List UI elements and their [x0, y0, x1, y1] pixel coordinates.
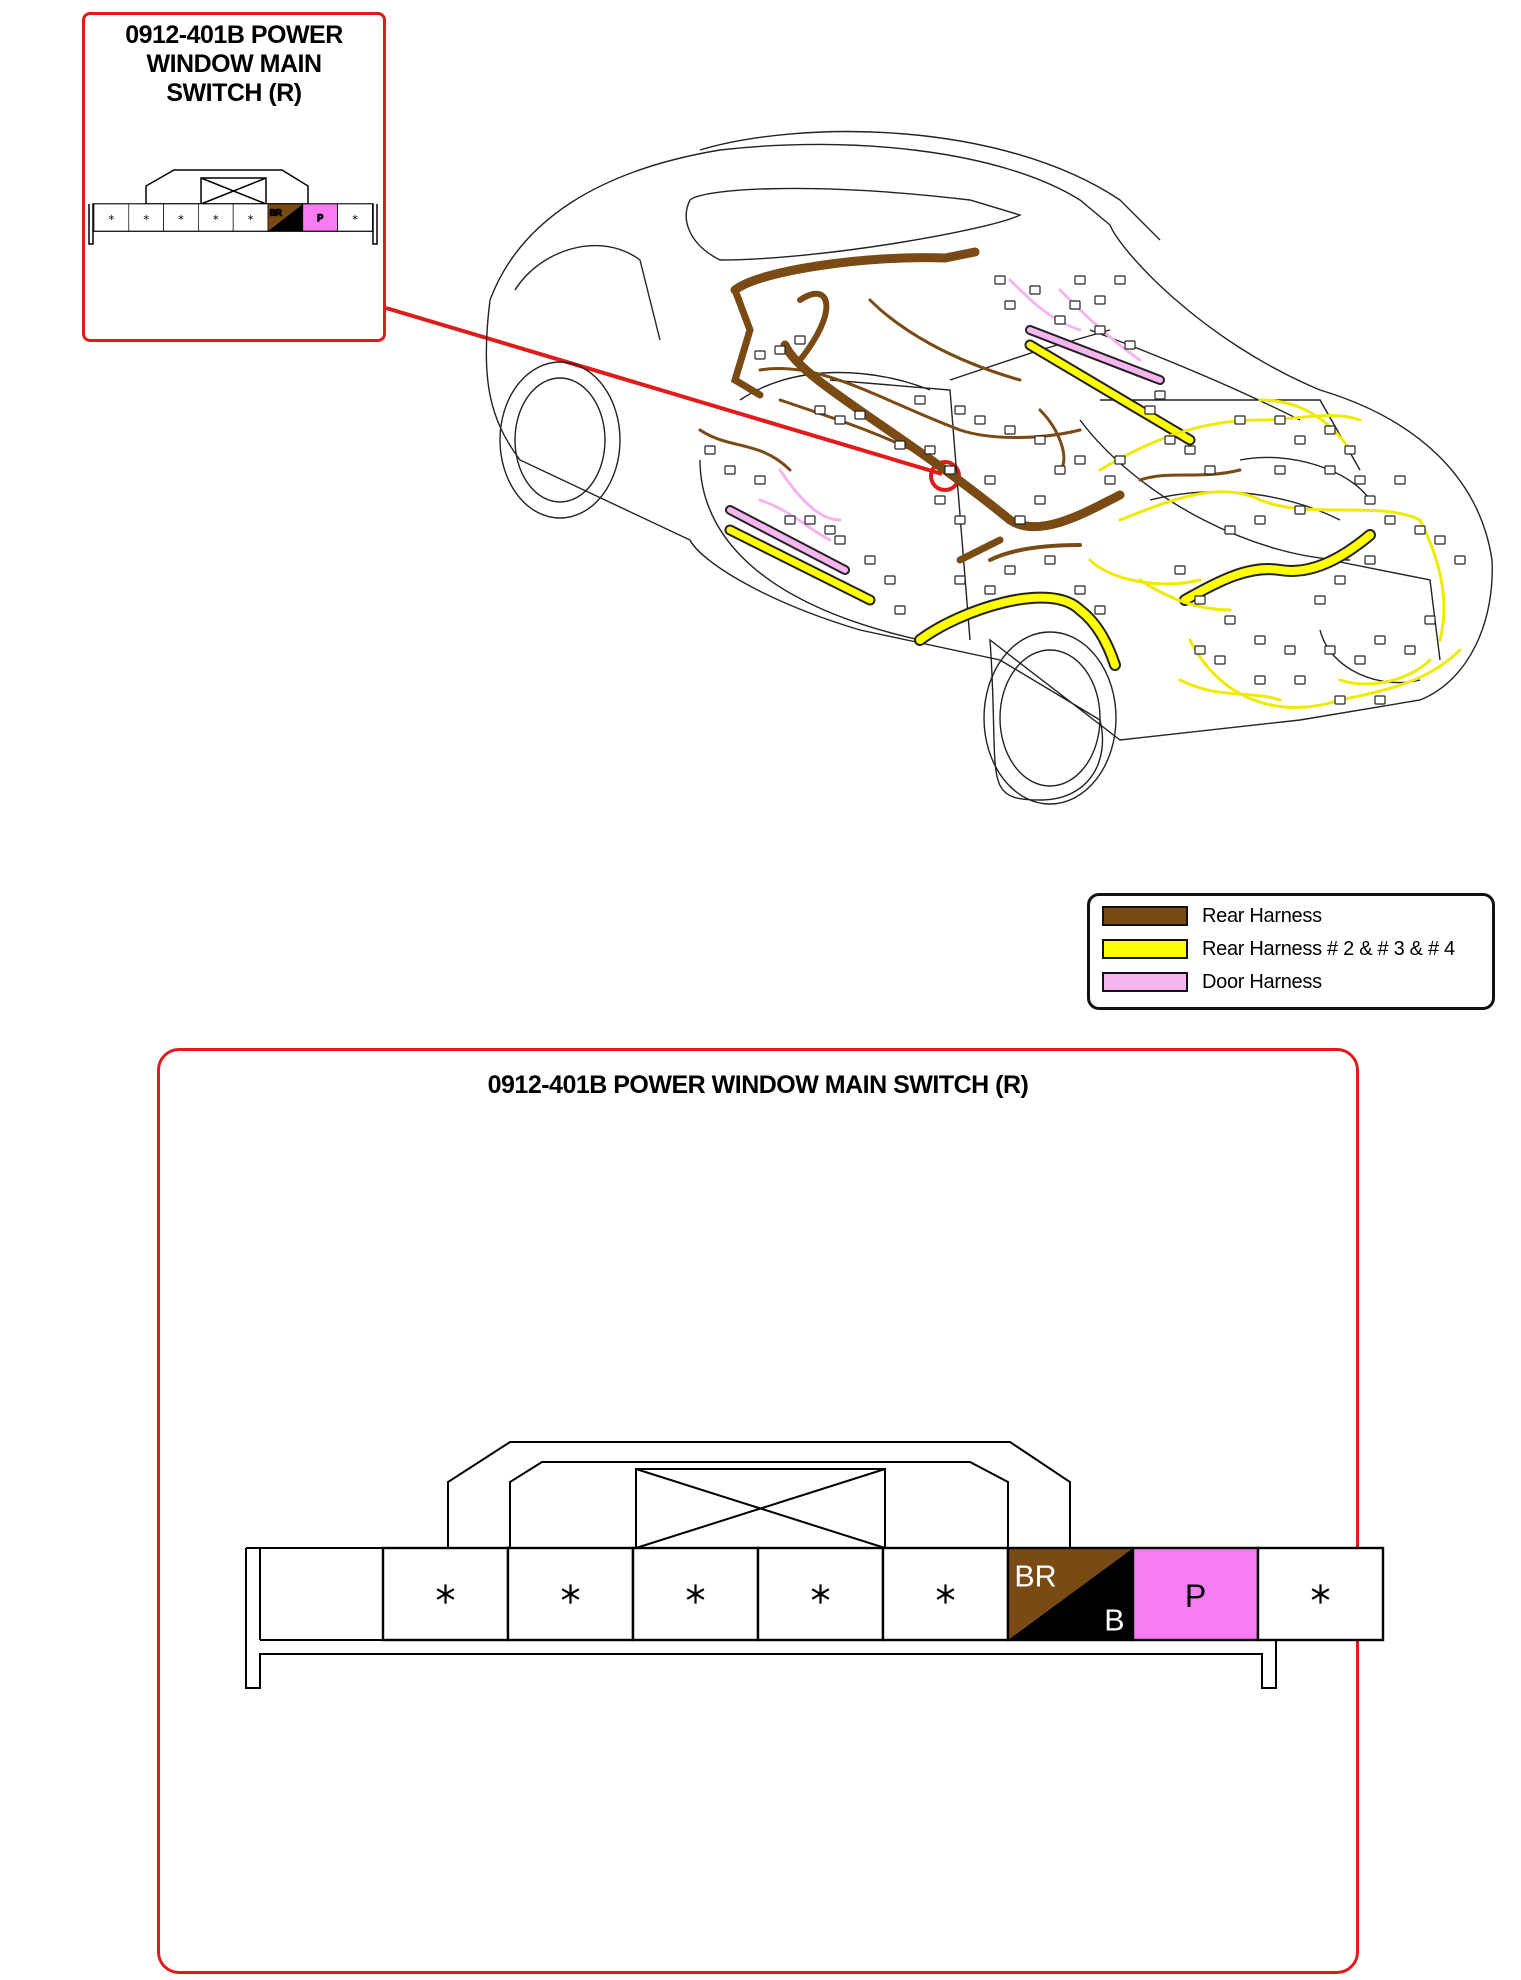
- connector-detail-title: 0912-401B POWER WINDOW MAIN SWITCH (R): [487, 1071, 1029, 1099]
- callout-title-line-2: WINDOW MAIN: [146, 50, 322, 78]
- wire-color-code-label: B: [294, 220, 301, 231]
- connector-terminal-6: [1008, 1548, 1133, 1640]
- wire-color-code-label: P: [317, 213, 324, 224]
- legend-label: Rear Harness: [1202, 904, 1322, 927]
- wire-color-code-label: BR: [269, 207, 282, 218]
- legend-label: Rear Harness # 2 & # 3 & # 4: [1202, 937, 1455, 960]
- connector-terminal-4: [758, 1548, 883, 1640]
- legend-label: Door Harness: [1202, 970, 1322, 993]
- connector-terminal-3: [633, 1548, 758, 1640]
- wire-color-code-label: P: [1184, 1577, 1207, 1614]
- callout-title-line-3: SWITCH (R): [166, 79, 302, 107]
- connector-terminal-2: [508, 1548, 633, 1640]
- connector-terminal-7: [1133, 1548, 1258, 1640]
- callout-title-line-1: 0912-401B POWER: [125, 21, 343, 49]
- connector-terminal-5: [883, 1548, 1008, 1640]
- wire-color-code-label: BR: [1014, 1559, 1057, 1594]
- wire-color-code-label: B: [1104, 1603, 1125, 1638]
- connector-terminal-8: [1258, 1548, 1383, 1640]
- connector-terminal-1: [383, 1548, 508, 1640]
